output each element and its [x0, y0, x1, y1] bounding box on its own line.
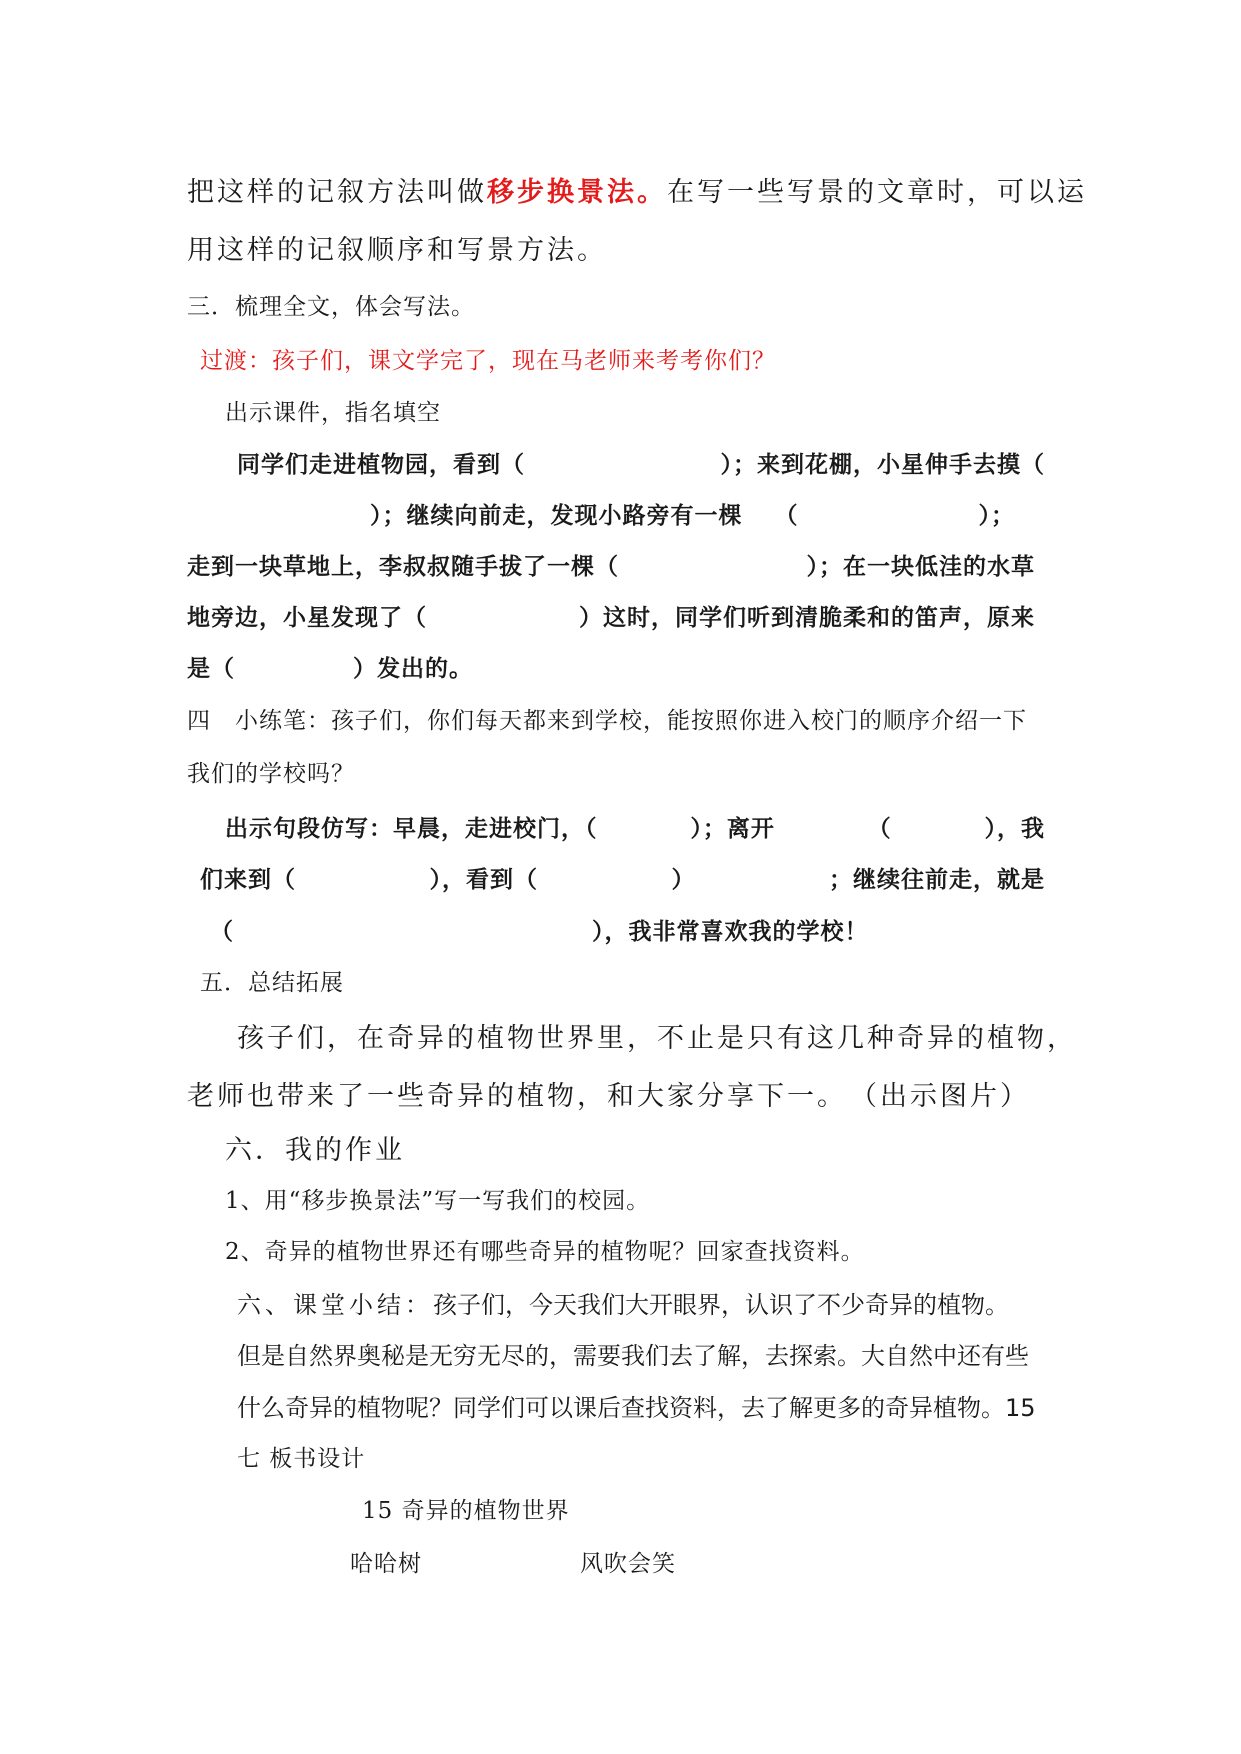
imit-text: （ [210, 919, 234, 945]
fill-text: 走到一块草地上，李叔叔随手拔了一棵（ [187, 554, 619, 580]
board-right-item: 风吹会笑 [580, 1551, 676, 1577]
fill-text: ）； [978, 503, 1015, 529]
board-title: 15 奇异的植物世界 [362, 1498, 570, 1524]
imit-text: ），看到（ [429, 867, 538, 893]
imit-text: （ [867, 816, 892, 842]
imit-text: ），我非常喜欢我的学校！ [592, 919, 869, 945]
para1-pre: 把这样的记叙方法叫做 [187, 177, 487, 208]
imit-text: ），我 [984, 816, 1045, 842]
imitation-line-2 [200, 861, 1045, 894]
summary-label: 六、课堂小结： [237, 1291, 433, 1319]
fill-line-2 [370, 497, 1030, 530]
summary-line-1 [237, 1285, 1009, 1320]
section-7-heading: 七 板书设计 [237, 1446, 366, 1472]
fill-text: ）；在一块低洼的水草 [806, 554, 1035, 580]
fill-text: ）；来到花棚，小星伸手去摸（ [720, 452, 1045, 478]
fill-line-4 [187, 599, 1035, 632]
summary-text: 孩子们，今天我们大开眼界，认识了不少奇异的植物。 [433, 1291, 1009, 1319]
fill-line-1 [237, 446, 1045, 479]
imit-text: 出示句段仿写：早晨，走进校门，（ [225, 816, 598, 842]
imitation-line-1 [225, 810, 1045, 843]
fill-text: 是（ [187, 656, 235, 682]
fill-text: （ [774, 503, 799, 529]
summary-line-3: 什么奇异的植物呢？同学们可以课后查找资料，去了解更多的奇异植物。15 [237, 1394, 1036, 1422]
section-5-line1: 孩子们，在奇异的植物世界里，不止是只有这几种奇异的植物， [237, 1023, 1077, 1054]
section-4-line2: 我们的学校吗？ [187, 761, 355, 787]
fill-text: ）这时，同学们听到清脆柔和的笛声，原来 [579, 605, 1035, 631]
board-left-item: 哈哈树 [350, 1551, 422, 1577]
section-3-heading: 三．梳理全文，体会写法。 [187, 294, 475, 320]
section-5-line2: 老师也带来了一些奇异的植物，和大家分享下一。 （出示图片） [187, 1081, 1030, 1112]
exercise-prompt: 出示课件，指名填空 [225, 400, 441, 426]
fill-text: ）发出的。 [353, 656, 473, 682]
transition-line: 过渡：孩子们，课文学完了，现在马老师来考考你们？ [200, 348, 776, 374]
imit-text: ；继续往前走，就是 [829, 867, 1045, 893]
fill-text: ）；继续向前走，发现小路旁有一棵 [370, 503, 743, 529]
para1-post: 在写一些写景的文章时，可以运 [667, 177, 1087, 208]
section-5-heading: 五．总结拓展 [200, 970, 344, 996]
para1-line2: 用这样的记叙顺序和写景方法。 [187, 235, 607, 266]
summary-line-2: 但是自然界奥秘是无穷无尽的，需要我们去了解，去探索。大自然中还有些 [237, 1342, 1029, 1370]
fill-text: 同学们走进植物园，看到（ [237, 452, 525, 478]
section-6-heading: 六．我的作业 [225, 1135, 405, 1166]
imit-text: ） [671, 867, 696, 893]
fill-line-3 [187, 548, 1035, 581]
para1-line1 [187, 170, 1087, 209]
imit-text: ）；离开 [690, 816, 775, 842]
imitation-line-3 [210, 913, 869, 946]
fill-line-5 [187, 650, 473, 683]
section-4-line1: 四 小练笔：孩子们，你们每天都来到学校，能按照你进入校门的顺序介绍一下 [187, 708, 1027, 734]
homework-2: 2、奇异的植物世界还有哪些奇异的植物呢？回家查找资料。 [225, 1239, 865, 1265]
homework-1: 1、用“移步换景法”写一写我们的校园。 [225, 1188, 651, 1214]
imit-text: 们来到（ [200, 867, 296, 893]
fill-text: 地旁边，小星发现了（ [187, 605, 427, 631]
method-term: 移步换景法。 [487, 177, 667, 208]
